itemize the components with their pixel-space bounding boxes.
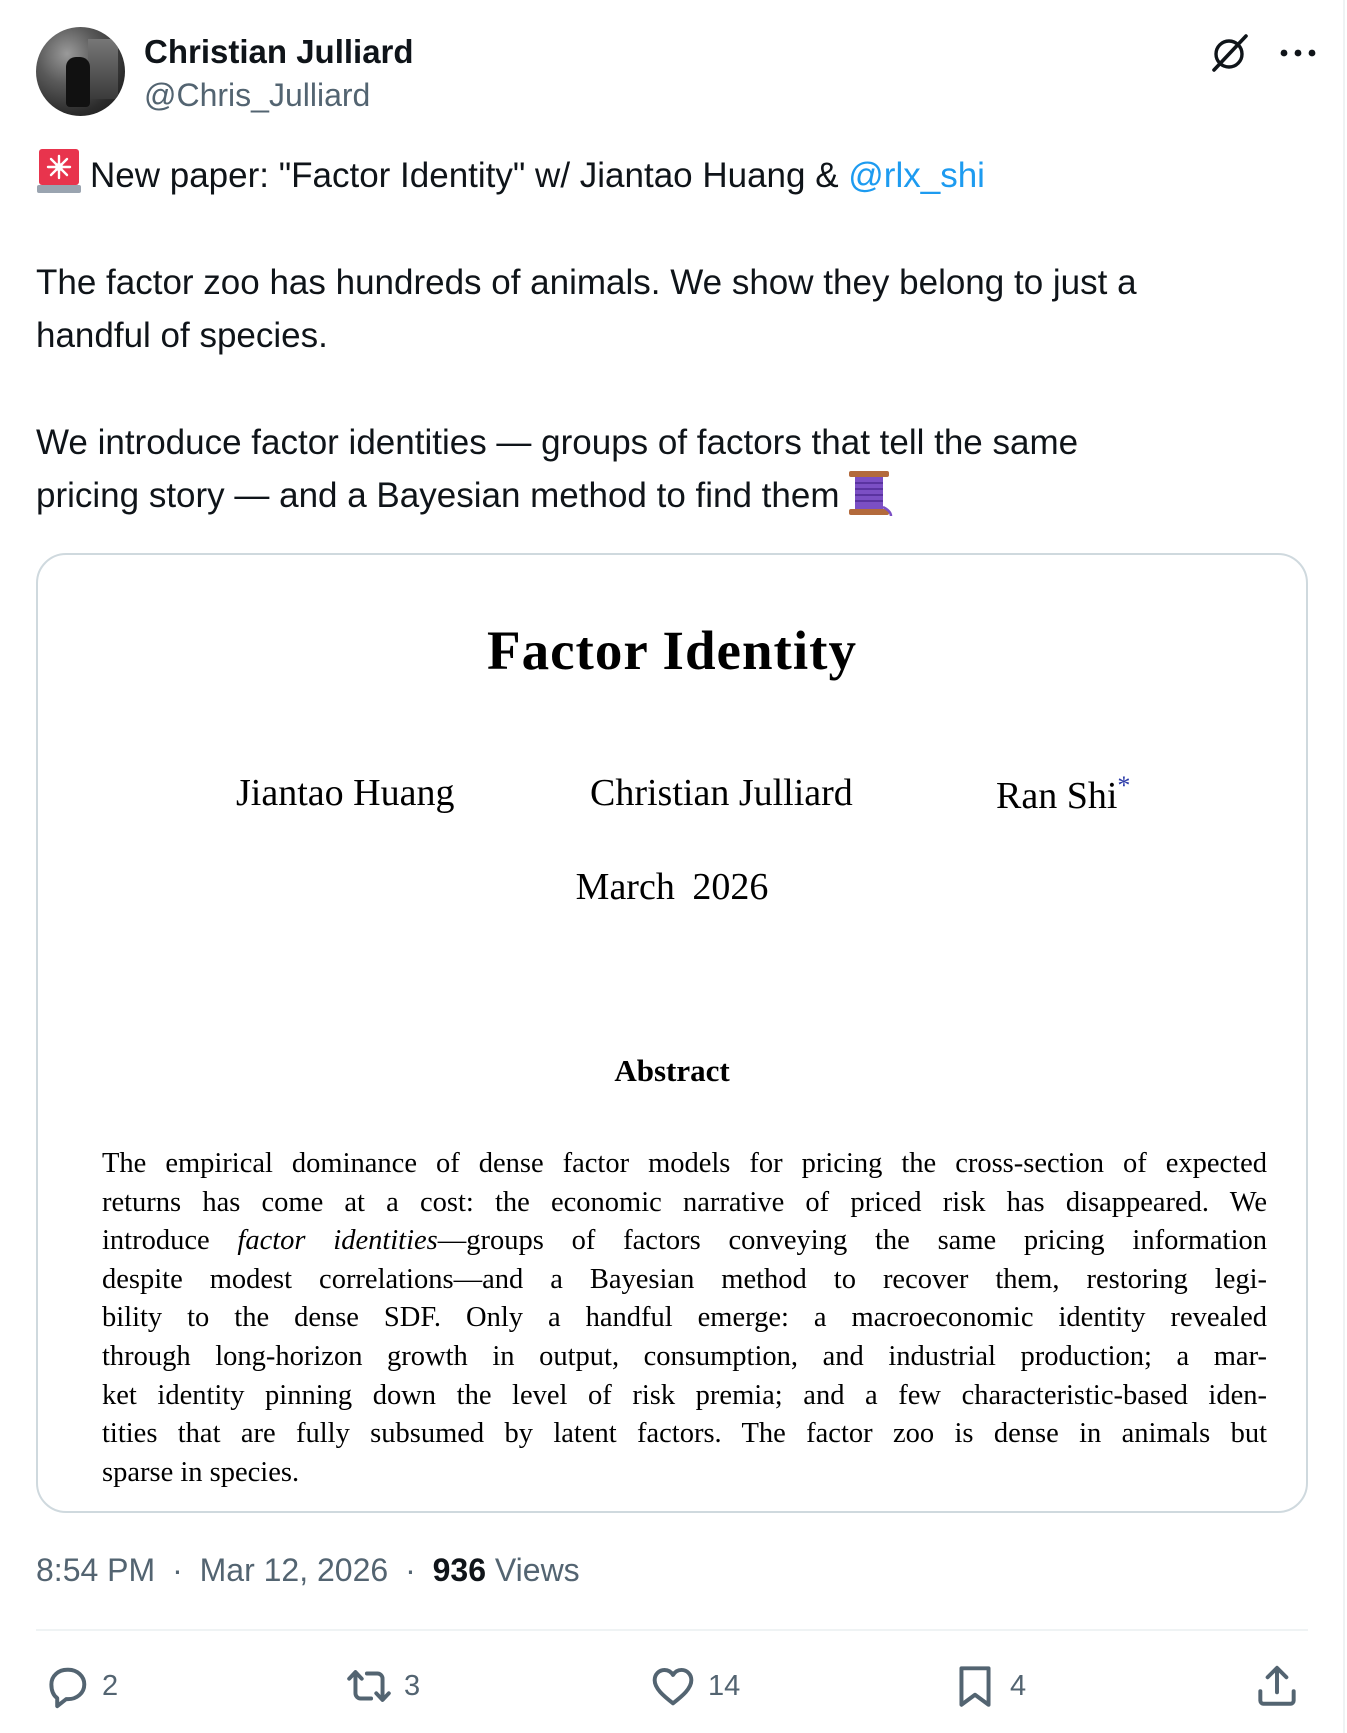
abstract-body: [102, 1145, 1267, 1492]
tweet-text: [36, 148, 1316, 522]
abstract-line: despite modest correlations—and a Bayesian method to recover them, restoring legi-: [102, 1263, 1267, 1295]
meta-separator: ·: [172, 1552, 183, 1588]
share-icon: [1252, 1661, 1302, 1711]
repost-icon: [344, 1661, 394, 1711]
repost-count: 3: [404, 1669, 421, 1702]
paper-author-2: Christian Julliard: [590, 772, 853, 814]
abstract-line: returns has come at a cost: the economic narrative of priced risk has disappeared. We: [102, 1186, 1267, 1218]
abstract-line: through long-horizon growth in output, consumption, and industrial production; a mar-: [102, 1340, 1267, 1372]
abstract-line-3-post: —groups of factors conveying the same pricing information: [437, 1225, 1267, 1257]
abstract-line: [102, 1222, 1267, 1261]
bookmark-count: 4: [1010, 1669, 1027, 1702]
more-dots-icon[interactable]: [1276, 33, 1320, 73]
paper-title: Factor Identity: [487, 620, 857, 681]
police-light-emoji-icon: [36, 148, 82, 194]
share-button[interactable]: [1252, 1656, 1302, 1716]
bookmark-icon: [950, 1661, 1000, 1711]
abstract-line-3-em: factor identities: [237, 1225, 438, 1257]
abstract-line-3-pre: introduce: [102, 1225, 238, 1257]
paper-author-1: Jiantao Huang: [236, 772, 455, 814]
tweet-line-2: The factor zoo has hundreds of animals. We show they belong to just a: [36, 263, 1137, 302]
paper-date: March 2026: [575, 866, 769, 908]
reply-icon: [42, 1661, 92, 1711]
views-count: 936: [432, 1552, 486, 1588]
tweet-line-1-text: New paper: "Factor Identity" w/ Jiantao Huang &: [90, 156, 849, 195]
views-label: Views: [494, 1552, 580, 1588]
divider: [36, 1629, 1308, 1631]
like-count: 14: [708, 1669, 741, 1702]
tweet-date[interactable]: Mar 12, 2026: [199, 1552, 389, 1588]
meta-separator: ·: [405, 1552, 416, 1588]
column-border: [1343, 0, 1345, 1733]
tweet-line-3: handful of species.: [36, 316, 328, 355]
author-handle[interactable]: @Chris_Julliard: [144, 77, 371, 113]
avatar[interactable]: [36, 27, 125, 116]
tweet-line-4: We introduce factor identities — groups of factors that tell the same: [36, 423, 1079, 462]
tweet-line-5-text: pricing story — and a Bayesian method to find them: [36, 476, 840, 515]
reply-button[interactable]: [42, 1656, 118, 1716]
paper-image-card[interactable]: [36, 553, 1308, 1513]
mention-link[interactable]: @rlx_shi: [848, 156, 985, 195]
abstract-heading: Abstract: [614, 1053, 730, 1088]
tweet-time[interactable]: 8:54 PM: [36, 1552, 156, 1588]
abstract-line: tities that are fully subsumed by latent factors. The factor zoo is dense in animals but: [102, 1418, 1267, 1450]
grok-icon[interactable]: [1208, 31, 1252, 75]
repost-button[interactable]: [344, 1656, 420, 1716]
tweet-header: [36, 27, 1316, 121]
tweet-line-5: [36, 469, 1316, 522]
heart-icon: [648, 1661, 698, 1711]
tweet-line-1: [36, 148, 1316, 202]
abstract-line: sparse in species.: [102, 1456, 300, 1488]
abstract-line: The empirical dominance of dense factor models for pricing the cross-section of expected: [102, 1148, 1267, 1179]
tweet-meta: [36, 1552, 580, 1589]
paper-author-3-name: Ran Shi: [996, 775, 1118, 817]
abstract-line: ket identity pinning down the level of risk premia; and a few characteristic-based iden-: [102, 1379, 1267, 1411]
author-display-name[interactable]: Christian Julliard: [144, 33, 414, 70]
author-footnote-mark: *: [1117, 771, 1131, 800]
bookmark-button[interactable]: [950, 1656, 1026, 1716]
reply-count: 2: [102, 1669, 119, 1702]
action-bar: [36, 1656, 1316, 1716]
like-button[interactable]: [648, 1656, 740, 1716]
abstract-line: bility to the dense SDF. Only a handful emerge: a macroeconomic identity revealed: [102, 1302, 1267, 1334]
spool-of-thread-emoji-icon: [845, 469, 893, 517]
paper-author-3: [996, 771, 1130, 818]
